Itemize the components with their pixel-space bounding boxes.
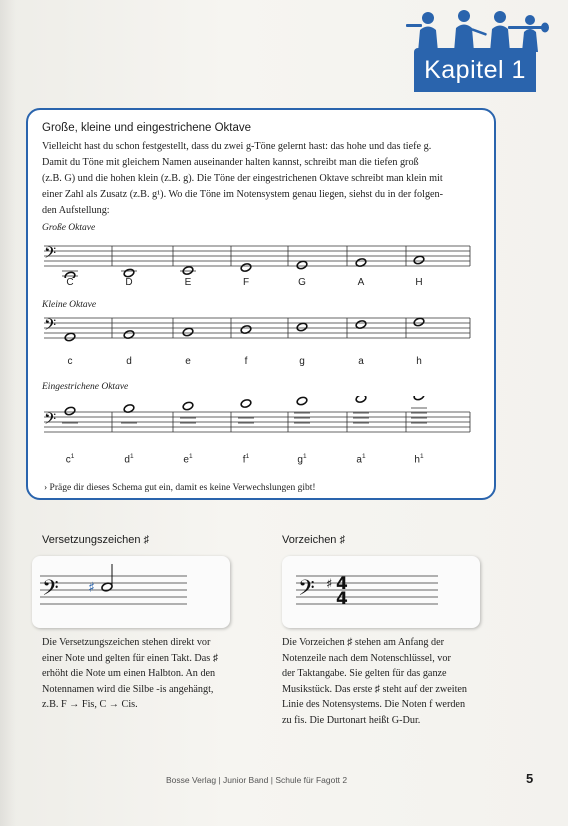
sharp-icon: ♯	[88, 580, 95, 596]
note-label: $f^1$	[242, 453, 250, 466]
key-signature-line: Musikstück. Das erste ♯ steht auf der zweiten	[282, 683, 468, 695]
section-title: Große, kleine und eingestrichene Oktave	[42, 122, 252, 134]
accidentals-title: Versetzungszeichen ♯	[42, 534, 150, 546]
bass-clef-icon: 𝄢	[44, 244, 57, 266]
note-label: D	[125, 277, 133, 288]
bass-clef-icon: 𝄢	[44, 316, 57, 338]
intro-line: einer Zahl als Zusatz (z.B. g¹). Wo die Töne im Notensystem genau liegen, siehst du in der folgen-	[42, 189, 444, 200]
note-label: $h^1$	[414, 453, 424, 466]
note-label: h	[416, 356, 422, 367]
accidentals-line: erhöht die Note um einen Halbton. An den	[42, 668, 216, 680]
accidentals-line: z.B. F → Fis, C → Cis.	[42, 699, 138, 711]
accidentals-line: einer Note und gelten für einen Takt. Das ♯	[42, 652, 218, 664]
accidentals-example-card	[32, 556, 230, 628]
note-label: f	[244, 356, 248, 367]
accidentals-line: Die Versetzungszeichen stehen direkt vor	[42, 637, 211, 648]
key-signature-line: der Taktangabe. Sie gelten für das ganze	[282, 668, 447, 680]
whole-note	[413, 317, 425, 327]
note-label: F	[242, 277, 250, 288]
whole-note	[355, 396, 367, 403]
whole-note	[64, 332, 76, 342]
whole-note	[182, 401, 194, 411]
octave-label-great: Große Oktave	[42, 223, 96, 233]
intro-line: (z.B. G) und die hohen klein (z.B. g). Die Töne der eingestrichenen Oktave schreibt man klein mit	[42, 173, 443, 184]
whole-note	[413, 396, 425, 401]
note-label: H	[415, 277, 423, 288]
octave-label-small: Kleine Oktave	[42, 300, 97, 310]
bass-clef-icon: 𝄢	[44, 410, 57, 432]
note-label: C	[66, 277, 74, 288]
whole-note	[240, 399, 252, 409]
key-signature-title: Vorzeichen ♯	[282, 534, 345, 546]
whole-note	[413, 255, 425, 265]
intro-line: den Aufstellung:	[42, 205, 110, 216]
octave-label-one-line: Eingestrichene Oktave	[42, 382, 129, 392]
accidentals-line: Notennamen wird die Silbe -is angehängt,	[42, 683, 214, 695]
bass-clef-icon: 𝄢	[42, 576, 59, 606]
time-signature-bottom: 4	[336, 589, 348, 609]
whole-note	[64, 406, 76, 416]
staff-one-line-octave	[40, 396, 472, 440]
staff-small-octave	[40, 314, 472, 348]
whole-note	[182, 327, 194, 337]
whole-note	[296, 396, 308, 406]
footer-text: Bosse Verlag | Junior Band | Schule für Fagott 2	[166, 775, 348, 785]
whole-note	[182, 266, 194, 276]
accidentals-staff	[32, 556, 230, 628]
note-label: $d^1$	[124, 453, 134, 466]
key-signature-staff	[282, 556, 480, 628]
intro-line: Vielleicht hast du schon festgestellt, dass du zwei g-Töne gelernt hast: das hohe und das tiefe g.	[42, 141, 432, 152]
note-label: g	[299, 356, 305, 367]
key-signature-text	[282, 635, 496, 729]
accidentals-text	[42, 635, 262, 713]
chapter-badge: Kapitel 1	[414, 48, 536, 92]
note-label: $a^1$	[356, 453, 366, 466]
key-sharp-icon: ♯	[326, 577, 333, 592]
note-label: $g^1$	[297, 453, 307, 466]
note-label: d	[126, 356, 132, 367]
bass-clef-icon: 𝄢	[298, 576, 315, 606]
intro-paragraph	[42, 139, 482, 219]
key-signature-line: Notenzeile nach dem Notenschlüssel, vor	[282, 652, 451, 664]
note-label: e	[185, 356, 191, 367]
note-label: a	[358, 356, 364, 367]
note-label: $e^1$	[183, 453, 193, 466]
page-fold-shadow	[0, 0, 16, 826]
intro-line: Damit du Töne mit gleichem Namen auseinander halten kannst, schreibt man die tiefen groß	[42, 157, 419, 168]
note-label: A	[357, 277, 365, 288]
key-signature-example-card	[282, 556, 480, 628]
key-signature-line: Linie des Notensystems. Die Noten f werden	[282, 699, 466, 711]
memorize-hint: › Präge dir dieses Schema gut ein, damit es keine Verwechslungen gibt!	[44, 483, 316, 493]
key-signature-line: zu fis. Die Durtonart heißt G-Dur.	[282, 714, 421, 726]
note-label: $c^1$	[65, 453, 75, 466]
note-label: G	[298, 277, 306, 288]
musicians-silhouette-icon	[404, 8, 550, 52]
staff-great-octave	[40, 240, 472, 278]
whole-note	[296, 260, 308, 270]
key-signature-line: Die Vorzeichen ♯ stehen am Anfang der	[282, 637, 445, 648]
page-number: 5	[526, 771, 534, 786]
note-label: c	[67, 356, 73, 367]
note-label: E	[184, 277, 192, 288]
whole-note	[240, 263, 252, 273]
whole-note	[296, 322, 308, 332]
time-signature-top: 4	[336, 574, 348, 594]
